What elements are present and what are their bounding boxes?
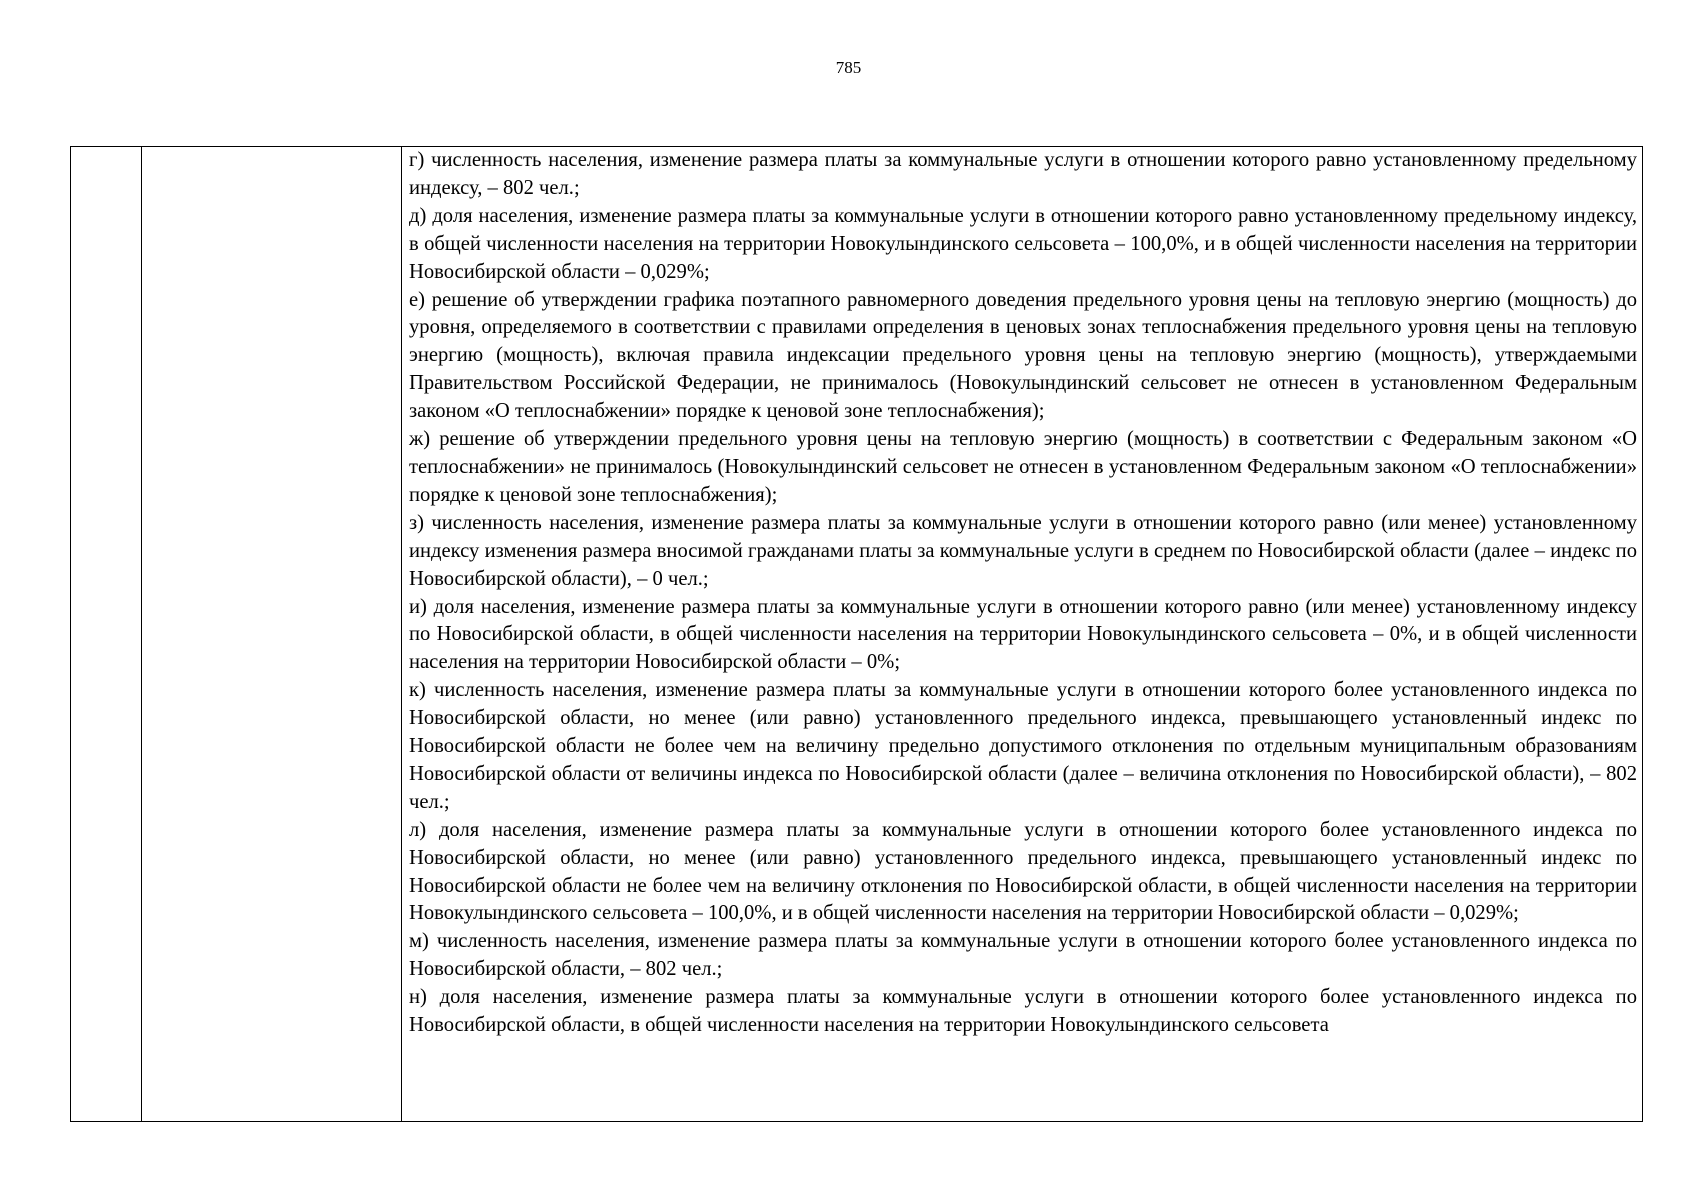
table-cell-number — [71, 147, 142, 1122]
table-row — [71, 147, 1643, 1122]
table-cell-name — [142, 147, 402, 1122]
document-table — [70, 146, 1643, 1122]
table-cell-content — [402, 147, 1643, 1122]
paragraph-zh: ж) решение об утверждении предельного уровня цены на тепловую энергию (мощность) в соответствии с Федеральным законом «О теплоснабжении» не принималось (Новокулындинский сельсовет не отнесен в установленном Федеральным законом «О теплоснабжении» порядке к ценовой зоне теплоснабжения); — [409, 428, 1637, 506]
paragraph-d: д) доля населения, изменение размера платы за коммунальные услуги в отношении которого равно установленному предельному индексу, в общей численности населения на территории Новокулындинского сельсовета – 100,0%, и в общей численности населения на территории Новосибирской области – 0,029%; — [409, 204, 1637, 283]
paragraph-m: м) численность населения, изменение размера платы за коммунальные услуги в отношении которого более установленного индекса по Новосибирской области, – 802 чел.; — [409, 930, 1637, 981]
paragraph-k: к) численность населения, изменение размера платы за коммунальные услуги в отношении которого более установленного индекса по Новосибирской области, но менее (или равно) установленного предельного индекса, превышающего установленный индекс по Новосибирской области не более чем на величину предельно допустимого отклонения по отдельным муниципальным образованиям Новосибирской области от величины индекса по Новосибирской области (далее – величина отклонения по Новосибирской области), – 802 чел.; — [409, 679, 1637, 813]
paragraph-l: л) доля населения, изменение размера платы за коммунальные услуги в отношении которого более установленного индекса по Новосибирской области, но менее (или равно) установленного предельного индекса, превышающего установленный индекс по Новосибирской области не более чем на величину отклонения по Новосибирской области, в общей численности населения на территории Новокулындинского сельсовета – 100,0%, и в общей численности населения на территории Новосибирской области – 0,029%; — [409, 818, 1637, 925]
paragraph-e: е) решение об утверждении графика поэтапного равномерного доведения предельного уровня цены на тепловую энергию (мощность) до уровня, определяемого в соответствии с правилами определения в ценовых зонах теплоснабжения предельного уровня цены на тепловую энергию (мощность), включая правила индексации предельного уровня цены на тепловую энергию (мощность), утверждаемыми Правительством Российской Федерации, не принималось (Новокулындинский сельсовет не отнесен в установленном Федеральным законом «О теплоснабжении» порядке к ценовой зоне теплоснабжения); — [409, 288, 1637, 423]
paragraph-i: и) доля населения, изменение размера платы за коммунальные услуги в отношении которого равно (или менее) установленному индексу по Новосибирской области, в общей численности населения на территории Новокулындинского сельсовета – 0%, и в общей численности населения на территории Новосибирской области – 0%; — [409, 595, 1637, 674]
paragraph-g: г) численность населения, изменение размера платы за коммунальные услуги в отношении которого равно установленному предельному индексу, – 802 чел.; — [409, 149, 1637, 199]
paragraph-z: з) численность населения, изменение размера платы за коммунальные услуги в отношении которого равно (или менее) установленному индексу изменения размера вносимой гражданами платы за коммунальные услуги в среднем по Новосибирской области (далее – индекс по Новосибирской области), – 0 чел.; — [409, 511, 1637, 590]
paragraph-n: н) доля населения, изменение размера платы за коммунальные услуги в отношении которого более установленного индекса по Новосибирской области, в общей численности населения на территории Новокулындинского сельсовета — [409, 986, 1637, 1037]
page-number: 785 — [835, 58, 862, 77]
